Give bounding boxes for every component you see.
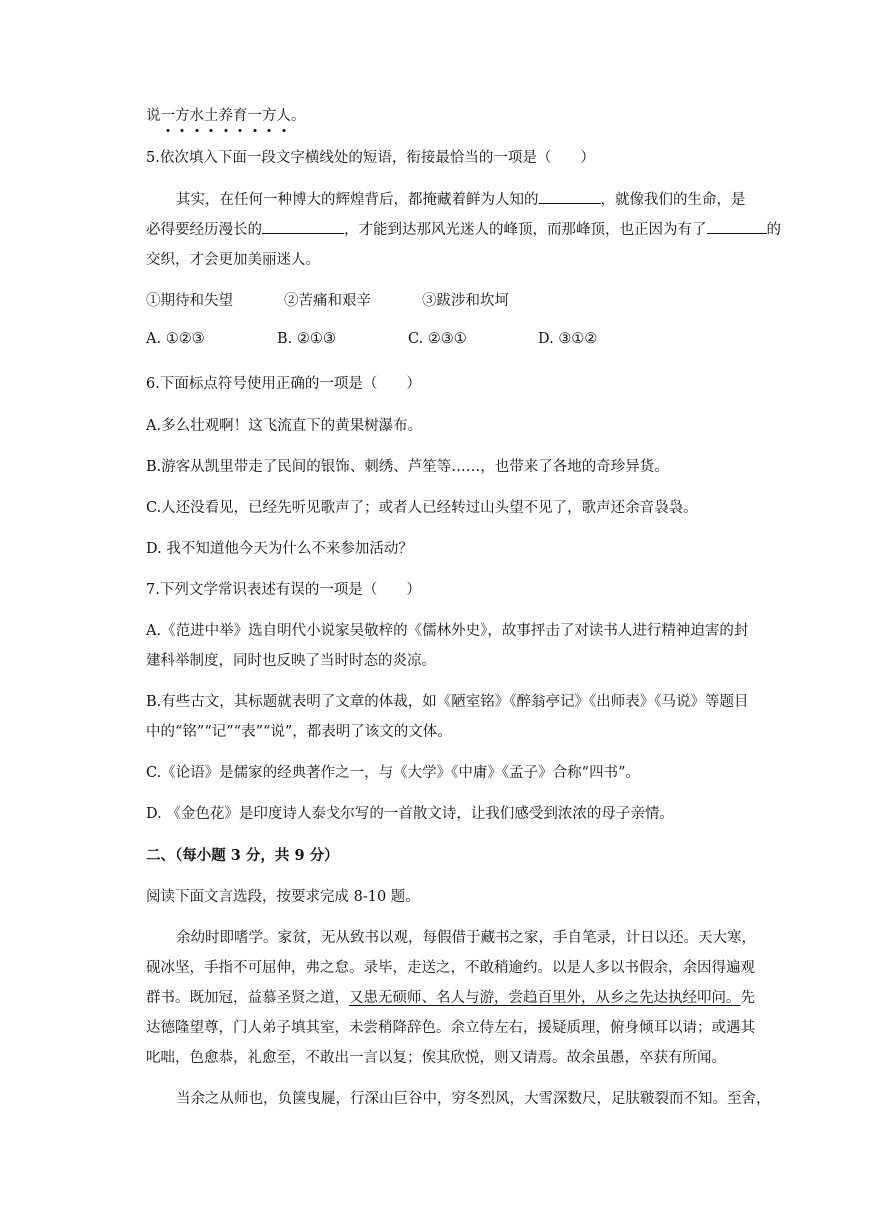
q5-passage-line-1: 其实，在任何一种博大的辉煌背后，都掩藏着鲜为人知的 ，就像我们的生命，是 [176, 188, 746, 209]
q6-option-a[interactable]: A.多么壮观啊！这飞流直下的黄果树瀑布。 [146, 418, 423, 434]
text-prefix: 说 [146, 108, 161, 124]
question-5-stem: 5.依次填入下面一段文字横线处的短语，衔接最恰当的一项是（ ） [146, 150, 595, 166]
question-6-stem: 6.下面标点符号使用正确的一项是（ ） [146, 376, 421, 392]
q7-option-d[interactable]: D. 《金色花》是印度诗人泰戈尔写的一首散文诗，让我们感受到浓浓的母子亲情。 [146, 806, 674, 822]
phrase-1: ①期待和失望 [146, 293, 233, 309]
dotted-char: 水 [189, 108, 204, 124]
dotted-char: 方 [175, 108, 190, 124]
option-c[interactable]: C. ②③① [408, 331, 467, 347]
dotted-char: 养 [218, 108, 233, 124]
option-a[interactable]: A. ①②③ [146, 331, 205, 347]
text-suffix: 。 [291, 108, 306, 124]
phrase-2: ②苦痛和艰辛 [284, 293, 371, 309]
underlined-sentence: 又患无硕师、名人与游，尝趋百里外，从乡之先达执经叩问。 [349, 990, 741, 1006]
classical-passage-line-6: 当余之从师也，负箧曳屣，行深山巨谷中，穷冬烈风，大雪深数尺，足肤皲裂而不知。至舍， [176, 1091, 771, 1107]
q7-option-b-line-1[interactable]: B.有些古文，其标题就表明了文章的体裁，如《陋室铭》《醉翁亭记》《出师表》《马说》等题目 [146, 694, 749, 710]
dotted-char: 人 [276, 108, 291, 124]
q6-option-b[interactable]: B.游客从凯里带走了民间的银饰、刺绣、芦笙等……，也带来了各地的奇珍异货。 [146, 459, 669, 475]
q7-option-c[interactable]: C.《论语》是儒家的经典著作之一，与《大学》《中庸》《孟子》合称“四书”。 [146, 765, 641, 781]
q6-option-c[interactable]: C.人还没看见，已经先听见歌声了；或者人已经转过山头望不见了，歌声还余音袅袅。 [146, 500, 698, 516]
q6-option-d[interactable]: D. 我不知道他今天为什么不来参加活动？ [146, 541, 413, 557]
fill-blank-1[interactable] [539, 189, 601, 204]
dotted-char: 育 [233, 108, 248, 124]
classical-passage-line-1: 余幼时即嗜学。家贫，无从致书以观，每假借于藏书之家，手自笔录，计日以还。天大寒， [176, 930, 756, 946]
classical-passage-line-5: 叱咄，色愈恭，礼愈至，不敢出一言以复；俟其欣悦，则又请焉。故余虽愚，卒获有所闻。 [146, 1050, 726, 1066]
classical-passage-line-3: 群书。既加冠，益慕圣贤之道，又患无硕师、名人与游，尝趋百里外，从乡之先达执经叩问。先 [146, 990, 755, 1006]
option-d[interactable]: D. ③①② [538, 331, 598, 347]
section-2-heading: 二、（每小题 3 分，共 9 分） [146, 847, 339, 864]
fill-blank-2[interactable] [262, 219, 344, 234]
q5-phrases [146, 289, 509, 310]
dotted-char: 一 [247, 108, 262, 124]
dotted-char: 一 [160, 108, 175, 124]
q7-option-b-line-2: 中的“铭”“记”“表”“说”，都表明了该文的文体。 [146, 724, 452, 740]
question-7-stem: 7.下列文学常识表述有误的一项是（ ） [146, 582, 421, 598]
q7-option-a-line-2: 建科举制度，同时也反映了当时时态的炎凉。 [146, 653, 436, 669]
q7-option-a-line-1[interactable]: A.《范进中举》选自明代小说家吴敬梓的《儒林外史》，故事抨击了对读书人进行精神迫害的封 [146, 623, 749, 639]
classical-passage-line-2: 砚冰坚，手指不可屈伸，弗之怠。录毕，走送之，不敢稍逾约。以是人多以书假余，余因得遍观 [146, 960, 755, 976]
dotted-char: 土 [204, 108, 219, 124]
phrase-3: ③跋涉和坎坷 [422, 293, 509, 309]
q5-options [146, 331, 597, 347]
fill-blank-3[interactable] [707, 219, 767, 234]
section-2-instructions: 阅读下面文言选段，按要求完成 8-10 题。 [146, 889, 420, 905]
q5-passage-line-3: 交织，才会更加美丽迷人。 [146, 252, 320, 268]
option-b[interactable]: B. ②①③ [277, 331, 336, 347]
classical-passage-line-4: 达德隆望尊，门人弟子填其室，未尝稍降辞色。余立侍左右，援疑质理，俯身倾耳以请；或遇其 [146, 1020, 755, 1036]
dotted-char: 方 [262, 108, 277, 124]
line-continuation [146, 104, 306, 125]
q5-passage-line-2: 必得要经历漫长的 ，才能到达那风光迷人的峰顶，而那峰顶，也正因为有了 的 [146, 218, 781, 239]
